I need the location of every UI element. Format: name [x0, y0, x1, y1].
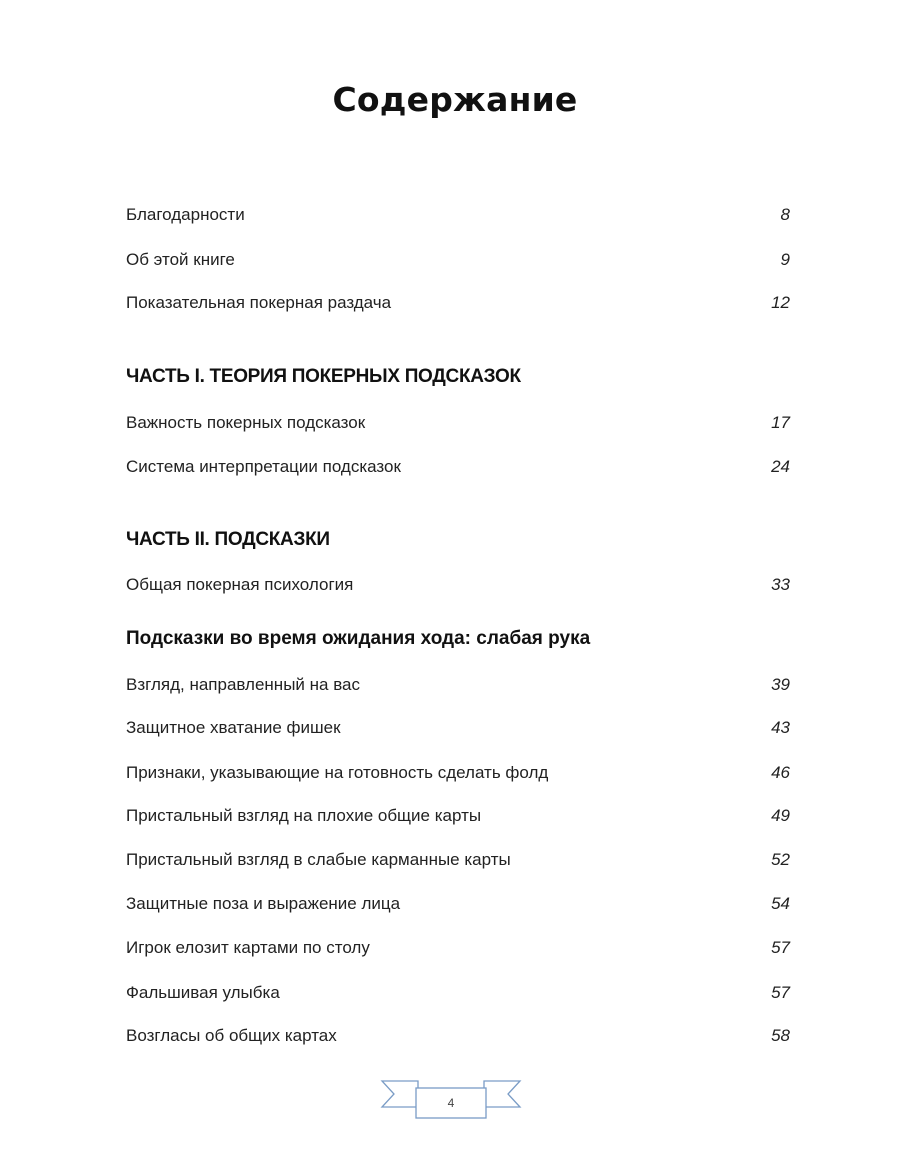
toc-entry[interactable]	[126, 457, 790, 477]
toc-entry-page: 8	[780, 205, 790, 224]
toc-entry-label: Пристальный взгляд в слабые карманные карты	[126, 850, 511, 869]
toc-entry[interactable]	[126, 205, 790, 225]
toc-entry-label: Общая покерная психология	[126, 575, 354, 594]
toc-entry-label: Показательная покерная раздача	[126, 293, 392, 312]
toc-entry-page: 12	[771, 293, 790, 312]
subsection-heading[interactable]: Подсказки во время ожидания хода: слабая рука	[126, 628, 591, 649]
toc-entry[interactable]	[126, 894, 790, 914]
toc-entry-page: 24	[771, 457, 790, 476]
toc-entry[interactable]	[126, 983, 790, 1003]
toc-entry-page: 46	[771, 763, 790, 782]
toc-entry[interactable]	[126, 806, 790, 826]
toc-entry-label: Признаки, указывающие на готовность сделать фолд	[126, 763, 549, 782]
toc-entry[interactable]	[126, 850, 790, 870]
toc-entry-page: 57	[771, 983, 790, 1002]
page-footer	[380, 1075, 522, 1121]
toc-entry[interactable]	[126, 718, 790, 738]
toc-entry-label: Возгласы об общих картах	[126, 1026, 337, 1045]
page-title: Содержание	[332, 80, 578, 119]
toc-entry[interactable]	[126, 763, 790, 783]
toc-entry-page: 17	[771, 413, 790, 432]
toc-entry-label: Защитное хватание фишек	[126, 718, 341, 737]
part-1-heading[interactable]: ЧАСТЬ I. ТЕОРИЯ ПОКЕРНЫХ ПОДСКАЗОК	[126, 366, 521, 387]
toc-entry-label: Важность покерных подсказок	[126, 413, 366, 432]
toc-entry-page: 49	[771, 806, 790, 825]
toc-entry[interactable]	[126, 675, 790, 695]
toc-entry-label: Защитные поза и выражение лица	[126, 894, 401, 913]
toc-entry[interactable]	[126, 938, 790, 958]
part-2-heading[interactable]: ЧАСТЬ II. ПОДСКАЗКИ	[126, 529, 330, 550]
toc-entry-page: 33	[771, 575, 790, 594]
toc-entry-label: Игрок елозит картами по столу	[126, 938, 370, 957]
toc-entry[interactable]	[126, 575, 790, 595]
toc-entry[interactable]	[126, 293, 790, 313]
toc-entry-page: 39	[771, 675, 790, 694]
toc-entry-page: 43	[771, 718, 790, 737]
toc-entry-page: 58	[771, 1026, 790, 1045]
toc-entry-page: 52	[771, 850, 790, 869]
page-number: 4	[447, 1096, 455, 1110]
toc-entry-label: Пристальный взгляд на плохие общие карты	[126, 806, 482, 825]
toc-entry-label: Система интерпретации подсказок	[126, 457, 401, 476]
toc-entry[interactable]	[126, 413, 790, 433]
toc-entry-label: Благодарности	[126, 205, 245, 224]
toc-entry-label: Фальшивая улыбка	[126, 983, 280, 1002]
toc-entry[interactable]	[126, 1026, 790, 1046]
toc-entry-page: 54	[771, 894, 790, 913]
toc-entry[interactable]	[126, 250, 790, 270]
toc-entry-page: 9	[780, 250, 790, 269]
toc-entry-label: Об этой книге	[126, 250, 235, 269]
toc-entry-page: 57	[771, 938, 790, 957]
toc-entry-label: Взгляд, направленный на вас	[126, 675, 360, 694]
